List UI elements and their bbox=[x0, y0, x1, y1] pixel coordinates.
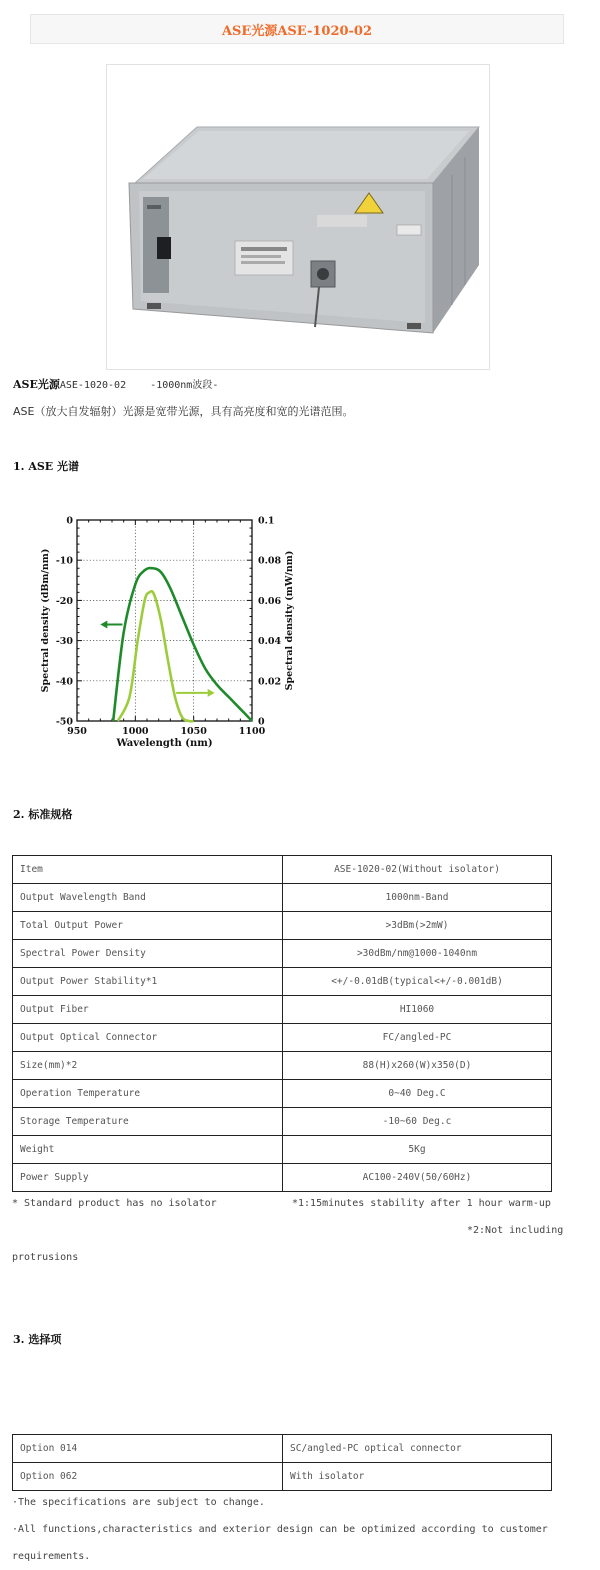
series-line-dbm-per-nm bbox=[113, 568, 252, 721]
spec-row bbox=[13, 1108, 552, 1136]
footer-note-optimization: ·All functions,characteristics and exterior design can be optimized according to customer bbox=[12, 1524, 548, 1535]
x-tick-label: 950 bbox=[67, 726, 87, 737]
spec-value-cell: AC100-240V(50/60Hz) bbox=[283, 1164, 552, 1192]
y-left-tick-label: 0 bbox=[66, 515, 73, 527]
chart-grid bbox=[77, 520, 252, 721]
spec-row bbox=[13, 940, 552, 968]
spec-label-cell: Output Fiber bbox=[13, 996, 283, 1024]
spec-label-cell: Power Supply bbox=[13, 1164, 283, 1192]
spec-row bbox=[13, 912, 552, 940]
spec-value-cell: >30dBm/nm@1000-1040nm bbox=[283, 940, 552, 968]
spec-label-cell: Weight bbox=[13, 1136, 283, 1164]
note-size: *2:Not including bbox=[467, 1225, 564, 1236]
spec-label-cell: Output Wavelength Band bbox=[13, 884, 283, 912]
spec-row bbox=[13, 996, 552, 1024]
y-right-tick-label: 0 bbox=[258, 716, 265, 728]
x-tick-label: 1000 bbox=[122, 726, 149, 737]
y-left-tick-label: -30 bbox=[55, 636, 73, 648]
section-heading-spectrum: 1. ASE 光谱 bbox=[13, 460, 80, 473]
spec-value-cell: 5Kg bbox=[283, 1136, 552, 1164]
title-bar bbox=[30, 14, 564, 44]
spec-row bbox=[13, 856, 552, 884]
y-left-tick-label: -50 bbox=[55, 716, 73, 728]
spec-row bbox=[13, 884, 552, 912]
spec-row bbox=[13, 968, 552, 996]
y-left-tick-label: -40 bbox=[55, 676, 73, 688]
y-right-tick-label: 0.04 bbox=[258, 636, 282, 648]
product-name-line bbox=[13, 376, 218, 392]
spec-value-cell: ASE-1020-02(Without isolator) bbox=[283, 856, 552, 884]
product-name-bold: ASE光源 bbox=[13, 378, 60, 391]
spec-row bbox=[13, 1052, 552, 1080]
spec-value-cell: >3dBm(>2mW) bbox=[283, 912, 552, 940]
spec-label-cell: Storage Temperature bbox=[13, 1108, 283, 1136]
spec-label-cell: Operation Temperature bbox=[13, 1080, 283, 1108]
spec-table bbox=[12, 855, 552, 1192]
spec-label-cell: Output Optical Connector bbox=[13, 1024, 283, 1052]
ase-spectrum-chart bbox=[30, 500, 310, 770]
chart-ticks bbox=[56, 516, 282, 738]
section-heading-specs: 2. 标准规格 bbox=[13, 808, 73, 821]
y-left-tick-label: -20 bbox=[55, 595, 73, 607]
option-label-cell: Option 062 bbox=[13, 1463, 283, 1491]
spec-value-cell: FC/angled-PC bbox=[283, 1024, 552, 1052]
spec-label-cell: Total Output Power bbox=[13, 912, 283, 940]
x-tick-label: 1050 bbox=[180, 726, 207, 737]
spec-label-cell: Spectral Power Density bbox=[13, 940, 283, 968]
product-photo bbox=[106, 64, 490, 370]
x-tick-label: 1100 bbox=[238, 726, 266, 737]
spec-label-cell: Output Power Stability*1 bbox=[13, 968, 283, 996]
y-right-tick-label: 0.06 bbox=[258, 595, 282, 607]
page-title: ASE光源ASE-1020-02 bbox=[221, 23, 373, 39]
spec-row bbox=[13, 1080, 552, 1108]
spec-value-cell: <+/-0.01dB(typical<+/-0.001dB) bbox=[283, 968, 552, 996]
y-axis-right-label: Spectral density (mW/nm) bbox=[284, 550, 295, 691]
chart-series bbox=[113, 568, 252, 721]
option-value-cell: SC/angled-PC optical connector bbox=[283, 1435, 552, 1463]
option-label-cell: Option 014 bbox=[13, 1435, 283, 1463]
note-protrusions: protrusions bbox=[12, 1252, 79, 1263]
y-right-tick-label: 0.02 bbox=[258, 676, 282, 688]
option-row bbox=[13, 1463, 552, 1491]
spec-row bbox=[13, 1024, 552, 1052]
right-axis-arrow-head bbox=[208, 689, 215, 697]
spec-value-cell: HI1060 bbox=[283, 996, 552, 1024]
spec-row bbox=[13, 1164, 552, 1192]
y-left-tick-label: -10 bbox=[55, 555, 73, 567]
left-axis-arrow-head bbox=[100, 621, 107, 629]
x-axis-label: Wavelength (nm) bbox=[116, 738, 213, 749]
plot-frame bbox=[77, 520, 252, 721]
spec-row bbox=[13, 1136, 552, 1164]
product-description: ASE（放大自发辐射）光源是宽带光源，具有高亮度和宽的光谱范围。 bbox=[13, 405, 354, 418]
options-table bbox=[12, 1434, 552, 1491]
footer-note-subject-to-change: ·The specifications are subject to change. bbox=[12, 1497, 265, 1508]
ase-light-source-device-illustration bbox=[107, 65, 489, 369]
y-right-tick-label: 0.1 bbox=[258, 515, 275, 527]
option-value-cell: With isolator bbox=[283, 1463, 552, 1491]
spec-label-cell: Item bbox=[13, 856, 283, 884]
y-right-tick-label: 0.08 bbox=[258, 555, 282, 567]
product-model-text: ASE-1020-02 -1000nm波段- bbox=[59, 380, 219, 391]
spec-value-cell: 1000nm-Band bbox=[283, 884, 552, 912]
y-axis-left-label: Spectral density (dBm/nm) bbox=[40, 548, 51, 693]
note-stability: *1:15minutes stability after 1 hour warm-up bbox=[292, 1198, 551, 1209]
spec-label-cell: Size(mm)*2 bbox=[13, 1052, 283, 1080]
option-row bbox=[13, 1435, 552, 1463]
footer-note-requirements: requirements. bbox=[12, 1551, 91, 1562]
spec-value-cell: 0~40 Deg.C bbox=[283, 1080, 552, 1108]
spec-value-cell: 88(H)x260(W)x350(D) bbox=[283, 1052, 552, 1080]
note-no-isolator: * Standard product has no isolator bbox=[12, 1198, 217, 1209]
section-heading-options: 3. 选择项 bbox=[13, 1333, 62, 1346]
spec-value-cell: -10~60 Deg.c bbox=[283, 1108, 552, 1136]
